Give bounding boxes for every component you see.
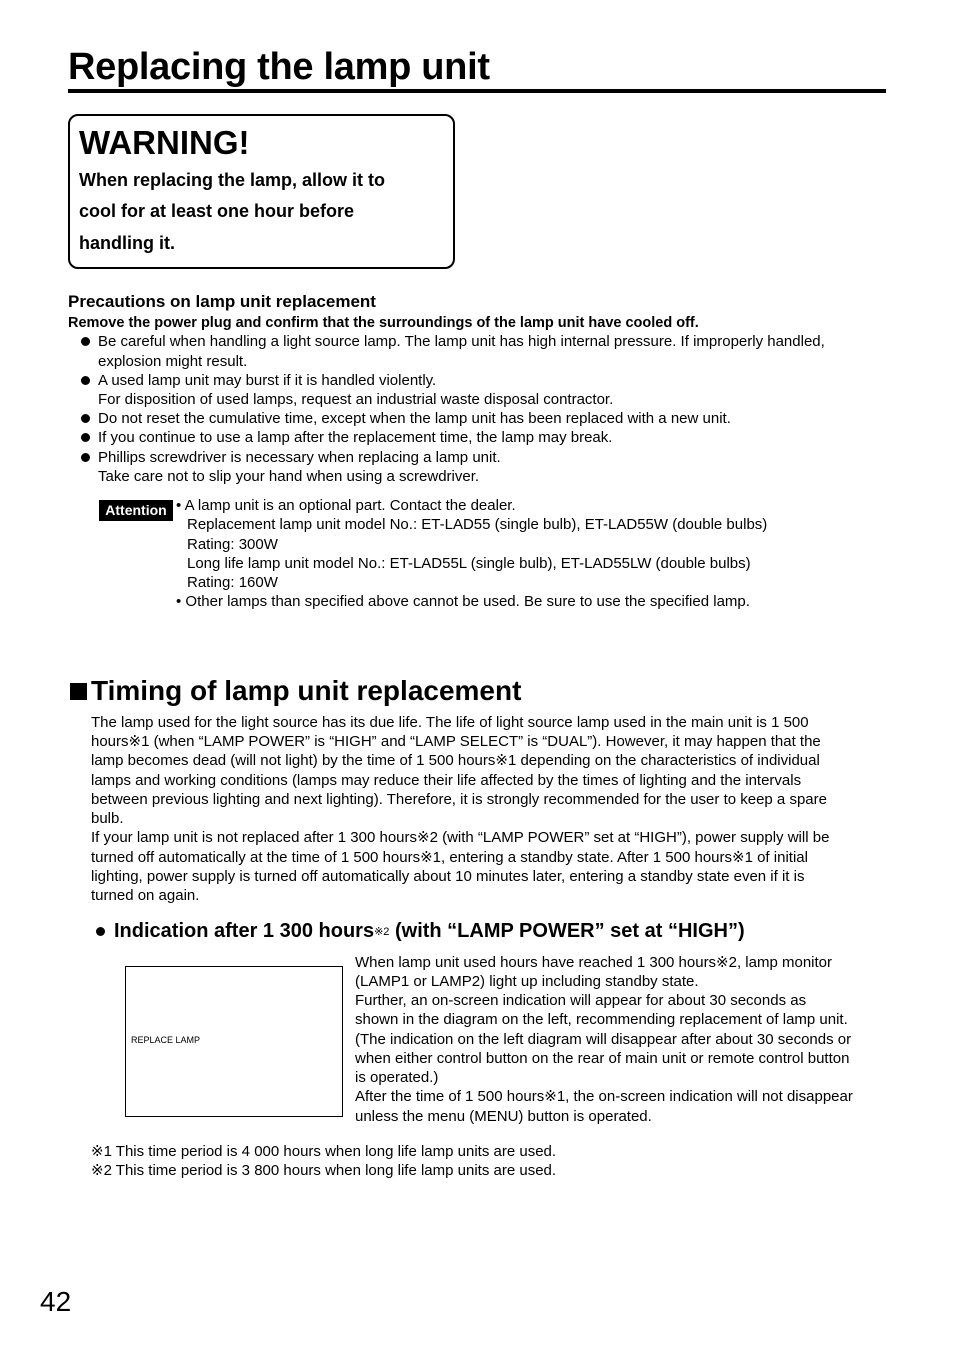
bullet-icon — [81, 376, 90, 385]
bullet-icon — [81, 414, 90, 423]
warning-heading: WARNING! — [79, 124, 250, 161]
timing-paragraph-line: lamps and working conditions (lamps may reduce their life affected by the times of lighting and the intervals — [91, 772, 802, 789]
precaution-item: Be careful when handling a light source lamp. The lamp unit has high internal pressure. If improperly handled, — [98, 333, 825, 350]
page-title: Replacing the lamp unit — [68, 46, 490, 88]
page-number: 42 — [40, 1286, 72, 1317]
precaution-item: Do not reset the cumulative time, except when the lamp unit has been replaced with a new unit. — [98, 410, 731, 427]
timing-paragraph-line: between previous lighting and next lighting). Therefore, it is strongly recommended for the user to keep a spare — [91, 791, 827, 808]
bullet-icon — [81, 453, 90, 462]
warning-text-line: handling it. — [79, 233, 175, 253]
indication-paragraph-line: unless the menu (MENU) button is operated. — [355, 1108, 652, 1125]
attention-line: Rating: 160W — [187, 574, 278, 591]
timing-paragraph-line: The lamp used for the light source has its due life. The life of light source lamp used in the main unit is 1 500 — [91, 714, 809, 731]
timing-paragraph-line: If your lamp unit is not replaced after 1 300 hours※2 (with “LAMP POWER” set at “HIGH”), power supply will be — [91, 829, 830, 846]
attention-line: Long life lamp unit model No.: ET-LAD55L (single bulb), ET-LAD55LW (double bulbs) — [187, 555, 751, 572]
attention-line: • Other lamps than specified above cannot be used. Be sure to use the specified lamp. — [176, 593, 750, 610]
footnote-mark: ※2 — [374, 926, 390, 938]
precaution-item: Phillips screwdriver is necessary when replacing a lamp unit. — [98, 449, 501, 466]
warning-text-line: When replacing the lamp, allow it to — [79, 170, 386, 190]
precaution-item: explosion might result. — [98, 353, 248, 370]
indication-paragraph-line: when either control button on the rear of main unit or remote control button — [355, 1050, 850, 1067]
indication-paragraph-line: After the time of 1 500 hours※1, the on-screen indication will not disappear — [355, 1088, 853, 1105]
bullet-icon — [81, 337, 90, 346]
timing-paragraph-line: turned off automatically at the time of 1 500 hours※1, entering a standby state. After 1 500 hours※1 of initial — [91, 849, 808, 866]
precaution-item: For disposition of used lamps, request an industrial waste disposal contractor. — [98, 391, 614, 408]
indication-paragraph-line: When lamp unit used hours have reached 1 300 hours※2, lamp monitor — [355, 954, 833, 971]
section-square-icon — [70, 683, 87, 700]
bullet-icon — [81, 433, 90, 442]
indication-heading — [114, 918, 745, 945]
timing-paragraph-line: lamp becomes dead (will not light) by the time of 1 500 hours※1 depending on the characteristics of individual — [91, 752, 820, 769]
precaution-item: Take care not to slip your hand when using a screwdriver. — [98, 468, 480, 485]
attention-line: Rating: 300W — [187, 536, 278, 553]
timing-paragraph-line: bulb. — [91, 810, 124, 827]
footnote: ※1 This time period is 4 000 hours when long life lamp units are used. — [91, 1143, 557, 1160]
attention-line: Replacement lamp unit model No.: ET-LAD55 (single bulb), ET-LAD55W (double bulbs) — [187, 516, 768, 533]
precaution-item: A used lamp unit may burst if it is handled violently. — [98, 372, 437, 389]
footnote: ※2 This time period is 3 800 hours when long life lamp units are used. — [91, 1162, 557, 1179]
precautions-heading: Precautions on lamp unit replacement — [68, 292, 376, 311]
timing-paragraph-line: lighting, power supply is turned off automatically about 10 minutes later, entering a standby state even if it is — [91, 868, 805, 885]
bullet-icon — [96, 927, 105, 936]
indication-paragraph-line: is operated.) — [355, 1069, 439, 1086]
precaution-item: If you continue to use a lamp after the replacement time, the lamp may break. — [98, 429, 613, 446]
indication-heading-text: Indication after 1 300 hours — [114, 920, 375, 942]
indication-paragraph-line: (LAMP1 or LAMP2) light up including standby state. — [355, 973, 699, 990]
indication-heading-text: (with “LAMP POWER” set at “HIGH”) — [389, 920, 745, 942]
attention-badge: Attention — [99, 500, 173, 521]
indication-paragraph-line: (The indication on the left diagram will disappear after about 30 seconds or — [355, 1031, 852, 1048]
timing-paragraph-line: hours※1 (when “LAMP POWER” is “HIGH” and “LAMP SELECT” is “DUAL”). However, it may happen that the — [91, 733, 821, 750]
onscreen-replace-lamp-text: REPLACE LAMP — [131, 1035, 201, 1045]
indication-paragraph-line: shown in the diagram on the left, recommending replacement of lamp unit. — [355, 1011, 848, 1028]
title-rule — [68, 89, 886, 93]
precautions-lead: Remove the power plug and confirm that the surroundings of the lamp unit have cooled off. — [68, 315, 699, 331]
timing-heading: Timing of lamp unit replacement — [91, 675, 522, 706]
warning-text-line: cool for at least one hour before — [79, 201, 355, 221]
attention-line: • A lamp unit is an optional part. Contact the dealer. — [176, 497, 516, 514]
timing-paragraph-line: turned on again. — [91, 887, 200, 904]
indication-paragraph-line: Further, an on-screen indication will appear for about 30 seconds as — [355, 992, 807, 1009]
